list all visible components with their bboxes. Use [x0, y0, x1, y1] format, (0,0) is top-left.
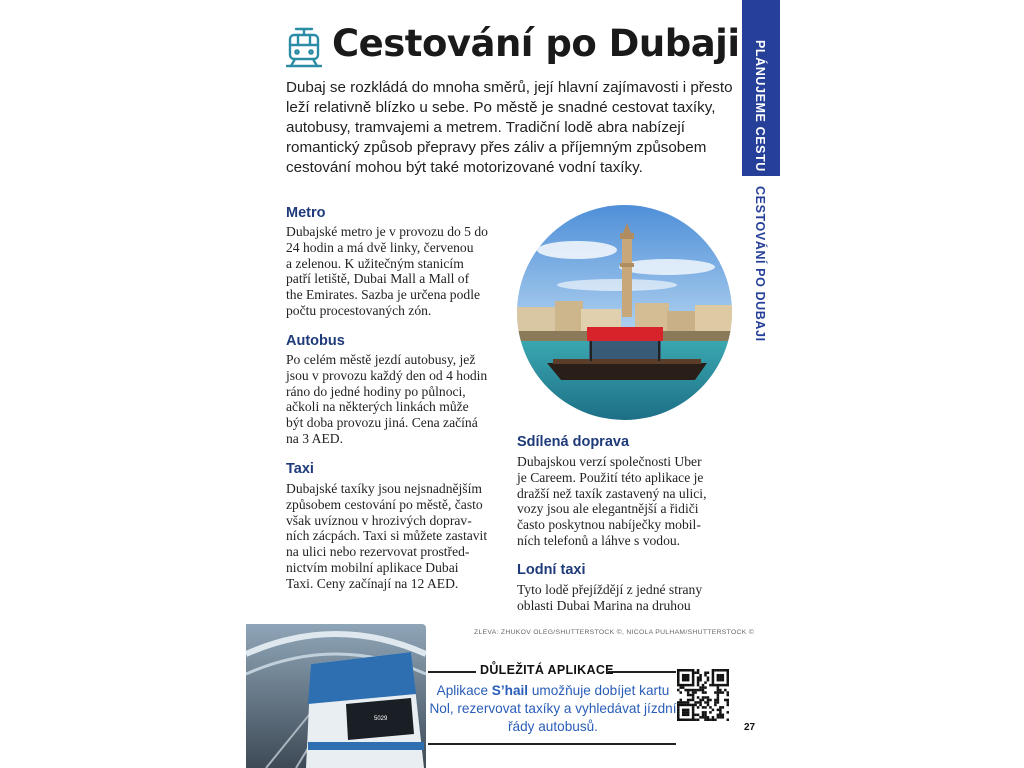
taxi-text: Dubajské taxíky jsou nejsnadnějším způsobem cestování po městě, často však uvíznou v hrozivých doprav- ních zácpách. Taxi si můžete zastavit na ulici nebo rezervovat prostřed- nictvím mobilní aplikace Dubai Taxi. Ceny začínají na 12 AED.: [286, 481, 488, 591]
lodni-heading: Lodní taxi: [517, 562, 586, 578]
sdilena-text: Dubajskou verzí společnosti Uber je Careem. Použití této aplikace je dražší než taxík zastavený na ulici, vozy jsou ale elegantnější a řidiči často poskytnou nabíječky mobil- ních telefonů a láhve s vodou.: [517, 454, 707, 548]
app-name: S’hail: [491, 683, 529, 698]
metro-text: Dubajské metro je v provozu do 5 do 24 hodin a má dvě linky, červenou a zelenou. K užitečným stanicím patří letiště, Dubai Mall a Mall of the Emirates. Sazba je určena podle počtu procestovaných zón.: [286, 224, 488, 318]
app-box-rule-right: [608, 671, 676, 673]
page-number: 27: [744, 722, 756, 733]
intro-paragraph: Dubaj se rozkládá do mnoha směrů, její hlavní zajímavosti i přesto leží relativně blízko u sebe. Po městě je snadné cestovat taxíky, autobusy, tramvajemi a metrem. Tradiční lodě abra nabízejí romantický způsob přepravy přes záliv a příjemným způsobem cestování mohou být také motorizované vodní taxíky.: [286, 79, 733, 176]
app-box-text: Aplikace S’hail umožňuje dobíjet kartu Nol, rezervovat taxíky a vyhledávat jízdní řády autobusů.: [429, 683, 677, 734]
qr-code[interactable]: [677, 669, 729, 721]
metro-train-photo: [246, 624, 426, 768]
page-title: Cestování po Dubaji: [332, 22, 740, 65]
autobus-heading: Autobus: [286, 333, 345, 349]
svg-text:5029: 5029: [374, 716, 388, 722]
app-box-rule-left: [428, 671, 476, 673]
section-tab-secondary-label: CESTOVÁNÍ PO DUBAJI: [753, 186, 767, 342]
app-box-rule-bottom: [428, 743, 676, 745]
creek-abra-illustration: [517, 205, 732, 420]
sdilena-heading: Sdílená doprava: [517, 434, 630, 450]
metro-train-illustration: [246, 624, 426, 768]
section-tab-primary-label: PLÁNUJEME CESTU: [753, 40, 767, 172]
lodni-text: Tyto lodě přejíždějí z jedné strany oblasti Dubai Marina na druhou: [517, 582, 703, 613]
metro-heading: Metro: [286, 205, 326, 221]
creek-abra-photo: [517, 205, 732, 420]
photo-credit: ZLEVA: ZHUKOV OLEG/SHUTTERSTOCK ©, NICOLA PULHAM/SHUTTERSTOCK ©: [474, 629, 755, 636]
tram-icon: [286, 26, 322, 68]
autobus-text: Po celém městě jezdí autobusy, jež jsou v provozu každý den od 4 hodin ráno do jedné hodiny po půlnoci, ačkoli na některých linkách může být doba provozu jiná. Cena začíná na 3 AED.: [286, 352, 488, 446]
app-box-title: DŮLEŽITÁ APLIKACE: [480, 663, 614, 677]
taxi-heading: Taxi: [286, 461, 314, 477]
